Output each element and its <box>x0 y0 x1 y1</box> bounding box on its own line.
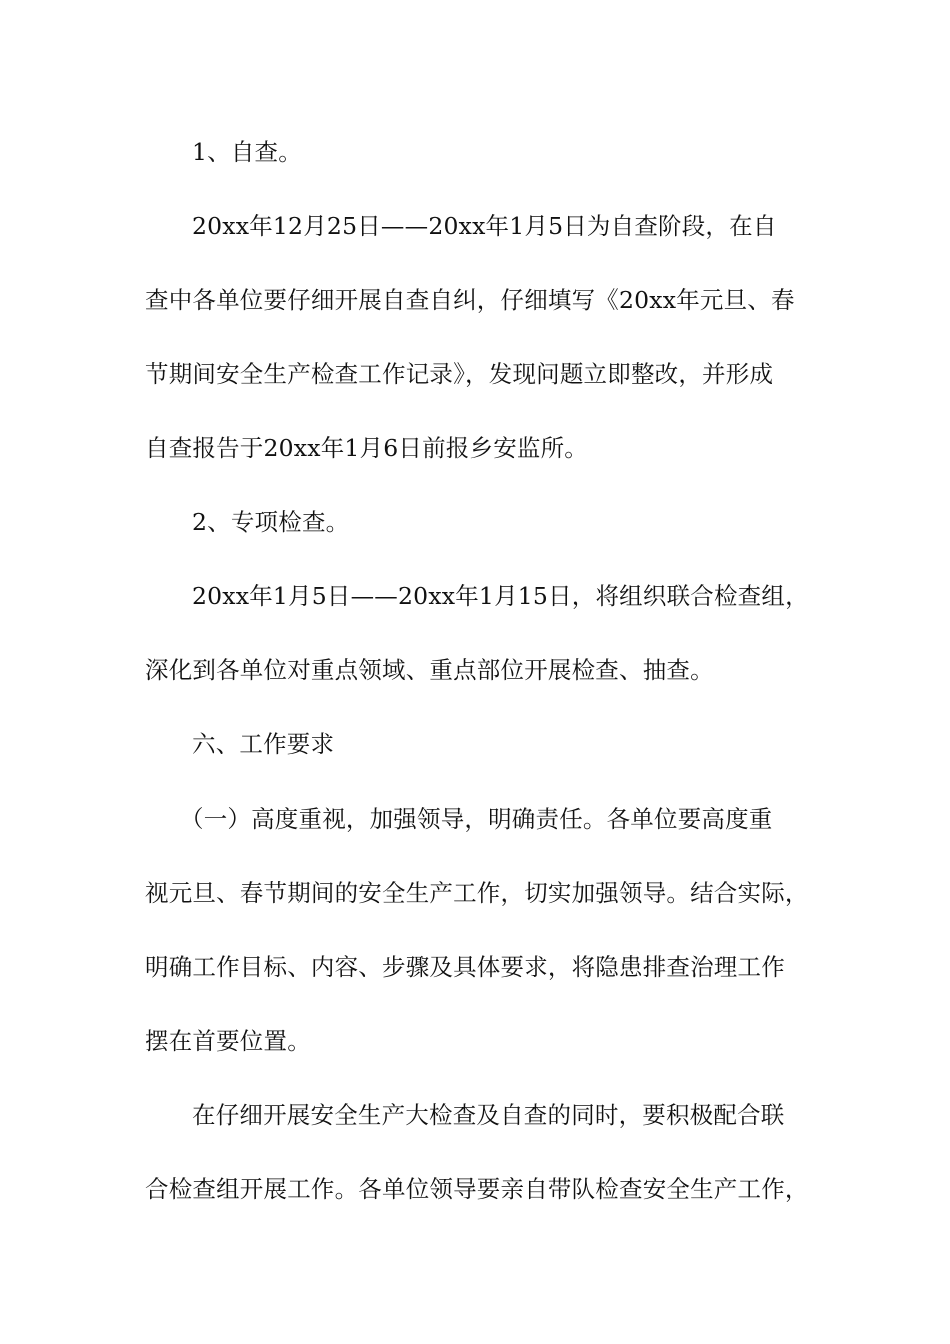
section-heading-work-requirements: 六、工作要求 <box>192 730 335 758</box>
heading-self-check: 1、自查。 <box>192 138 302 166</box>
paragraph-line: 摆在首要位置。 <box>145 1027 311 1055</box>
paragraph-line: 视元旦、春节期间的安全生产工作，切实加强领导。结合实际， <box>145 879 809 907</box>
paragraph-line: 20xx年12月25日——20xx年1月5日为自查阶段，在自 <box>192 212 777 240</box>
paragraph-line: （一）高度重视，加强领导，明确责任。各单位要高度重 <box>180 805 773 833</box>
paragraph-line: 深化到各单位对重点领域、重点部位开展检查、抽查。 <box>145 656 714 684</box>
paragraph-line: 查中各单位要仔细开展自查自纠，仔细填写《20xx年元旦、春 <box>145 286 795 314</box>
paragraph-line: 20xx年1月5日——20xx年1月15日，将组织联合检查组， <box>192 582 809 610</box>
paragraph-line: 自查报告于20xx年1月6日前报乡安监所。 <box>145 434 589 462</box>
paragraph-line: 合检查组开展工作。各单位领导要亲自带队检查安全生产工作， <box>145 1175 809 1203</box>
heading-special-inspection: 2、专项检查。 <box>192 508 350 536</box>
paragraph-line: 节期间安全生产检查工作记录》，发现问题立即整改，并形成 <box>145 360 774 388</box>
paragraph-line: 在仔细开展安全生产大检查及自查的同时，要积极配合联 <box>192 1101 785 1129</box>
paragraph-line: 明确工作目标、内容、步骤及具体要求，将隐患排查治理工作 <box>145 953 785 981</box>
